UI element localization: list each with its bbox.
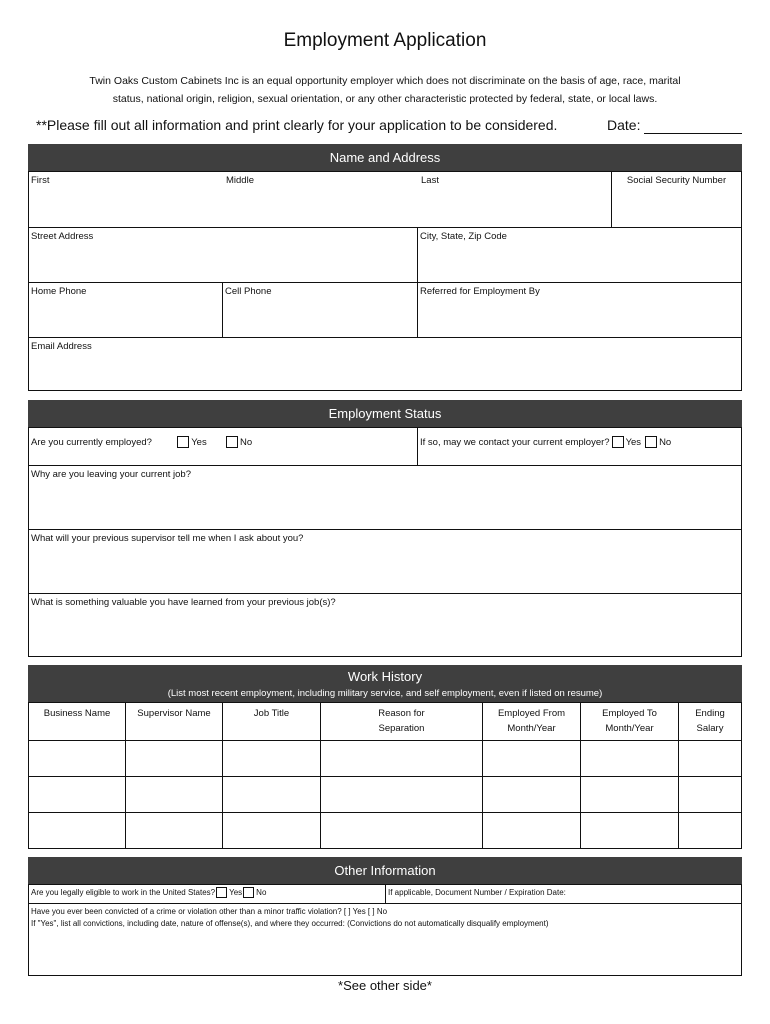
name-address-header: Name and Address	[28, 144, 742, 171]
home-phone-label: Home Phone	[31, 286, 87, 297]
see-other-side-note: *See other side*	[338, 978, 432, 993]
page-title: Employment Application	[283, 30, 487, 51]
first-name-label: First	[31, 175, 50, 186]
referred-by-field[interactable]	[417, 282, 741, 337]
work-history-column-header	[678, 703, 741, 740]
eligible-yes-checkbox[interactable]	[216, 887, 227, 898]
document-number-field[interactable]	[385, 885, 741, 903]
work-history-cell[interactable]	[125, 776, 222, 812]
list-convictions-instruction: If "Yes", list all convictions, including date, nature of offense(s), and where they occurred: (Convictions do not automatically disqualify employment)	[31, 919, 549, 928]
column-header-line: Reason for	[378, 708, 425, 719]
email-address-field[interactable]	[29, 337, 741, 390]
work-history-cell[interactable]	[125, 812, 222, 848]
work-history-cell[interactable]	[580, 740, 678, 776]
middle-name-label: Middle	[226, 175, 254, 186]
contact-employer-no-label: No	[659, 437, 672, 448]
work-history-cell[interactable]	[482, 812, 580, 848]
column-header-line: Business Name	[43, 708, 111, 719]
work-history-cell[interactable]	[222, 776, 320, 812]
eeo-line-2: status, national origin, religion, sexual orientation, or any other characteristic protected by federal, state, or local laws.	[112, 93, 658, 105]
column-header-line: Month/Year	[507, 723, 556, 734]
work-history-cell[interactable]	[125, 740, 222, 776]
why-leaving-label: Why are you leaving your current job?	[31, 469, 191, 480]
street-address-label: Street Address	[31, 231, 94, 242]
referred-by-label: Referred for Employment By	[420, 286, 540, 297]
work-history-cell[interactable]	[29, 740, 125, 776]
work-history-header	[28, 665, 742, 702]
learned-field[interactable]	[29, 593, 741, 656]
currently-employed-no-label: No	[239, 437, 253, 448]
column-header-line: Employed From	[497, 708, 566, 719]
work-history-cell[interactable]	[320, 740, 482, 776]
ssn-label: Social Security Number	[626, 175, 727, 186]
work-history-cell[interactable]	[320, 812, 482, 848]
work-history-subtitle: (List most recent employment, including military service, and self employment, even if listed on resume)	[167, 688, 603, 699]
contact-employer-no-checkbox[interactable]	[645, 436, 657, 448]
first-name-field[interactable]	[29, 172, 224, 227]
home-phone-field[interactable]	[29, 282, 222, 337]
other-info-header: Other Information	[28, 857, 742, 884]
date-field[interactable]	[644, 133, 742, 134]
contact-employer-yes-checkbox[interactable]	[612, 436, 624, 448]
column-header-line: Month/Year	[605, 723, 654, 734]
city-state-zip-label: City, State, Zip Code	[420, 231, 507, 242]
column-header-line: Supervisor Name	[137, 708, 211, 719]
eeo-line-1: Twin Oaks Custom Cabinets Inc is an equal opportunity employer which does not discriminate on the basis of age, race, marital	[89, 75, 681, 87]
eligible-label: Are you legally eligible to work in the United States?	[31, 888, 216, 897]
column-header-line: Employed To	[602, 708, 657, 719]
eligible-no-checkbox[interactable]	[243, 887, 254, 898]
contact-employer-label: If so, may we contact your current employer?	[420, 437, 610, 448]
learned-label: What is something valuable you have learned from your previous job(s)?	[31, 597, 336, 608]
employment-status-section	[28, 427, 742, 657]
work-history-column-header	[580, 703, 678, 740]
work-history-table	[28, 702, 742, 849]
work-history-cell[interactable]	[29, 776, 125, 812]
column-header-line: Job Title	[253, 708, 290, 719]
work-history-cell[interactable]	[29, 812, 125, 848]
work-history-cell[interactable]	[320, 776, 482, 812]
work-history-column-header	[320, 703, 482, 740]
work-history-cell[interactable]	[678, 776, 741, 812]
currently-employed-no-checkbox[interactable]	[226, 436, 238, 448]
supervisor-tell-label: What will your previous supervisor tell me when I ask about you?	[31, 533, 304, 544]
work-history-column-header	[482, 703, 580, 740]
name-address-section	[28, 171, 742, 391]
currently-employed-row	[29, 428, 417, 465]
currently-employed-yes-label: Yes	[191, 437, 207, 448]
work-history-cell[interactable]	[580, 776, 678, 812]
why-leaving-field[interactable]	[29, 465, 741, 529]
middle-name-field[interactable]	[224, 172, 419, 227]
eligible-no-label: No	[256, 888, 267, 897]
employment-status-header: Employment Status	[28, 400, 742, 427]
street-address-field[interactable]	[29, 227, 417, 282]
other-info-section	[28, 884, 742, 976]
column-header-line: Separation	[378, 723, 425, 734]
eligible-yes-label: Yes	[229, 888, 243, 897]
supervisor-tell-field[interactable]	[29, 529, 741, 593]
work-history-column-header	[29, 703, 125, 740]
convicted-question: Have you ever been convicted of a crime or violation other than a minor traffic violation? [ ] Yes [ ] No	[31, 907, 388, 916]
date-label: Date:	[607, 117, 641, 133]
work-history-cell[interactable]	[482, 740, 580, 776]
currently-employed-yes-checkbox[interactable]	[177, 436, 189, 448]
work-history-column-header	[125, 703, 222, 740]
eligible-row	[29, 885, 385, 903]
work-history-cell[interactable]	[222, 740, 320, 776]
column-header-line: Ending	[695, 708, 725, 719]
contact-employer-row	[417, 428, 741, 465]
work-history-column-header	[222, 703, 320, 740]
work-history-cell[interactable]	[580, 812, 678, 848]
work-history-cell[interactable]	[222, 812, 320, 848]
contact-employer-yes-label: Yes	[625, 437, 642, 448]
last-name-label: Last	[421, 175, 439, 186]
last-name-field[interactable]	[419, 172, 611, 227]
column-header-line: Salary	[696, 723, 724, 734]
cell-phone-field[interactable]	[222, 282, 417, 337]
cell-phone-label: Cell Phone	[225, 286, 272, 297]
convictions-field[interactable]	[29, 903, 741, 975]
ssn-field[interactable]	[611, 172, 741, 227]
eeo-statement	[40, 72, 730, 108]
email-address-label: Email Address	[31, 341, 92, 352]
work-history-title: Work History	[347, 669, 423, 684]
city-state-zip-field[interactable]	[417, 227, 741, 282]
instruction-text: **Please fill out all information and print clearly for your application to be considered.	[36, 117, 558, 133]
work-history-cell[interactable]	[482, 776, 580, 812]
currently-employed-label: Are you currently employed?	[31, 437, 152, 448]
work-history-cell[interactable]	[678, 740, 741, 776]
work-history-cell[interactable]	[678, 812, 741, 848]
document-number-label: If applicable, Document Number / Expiration Date:	[388, 888, 566, 897]
